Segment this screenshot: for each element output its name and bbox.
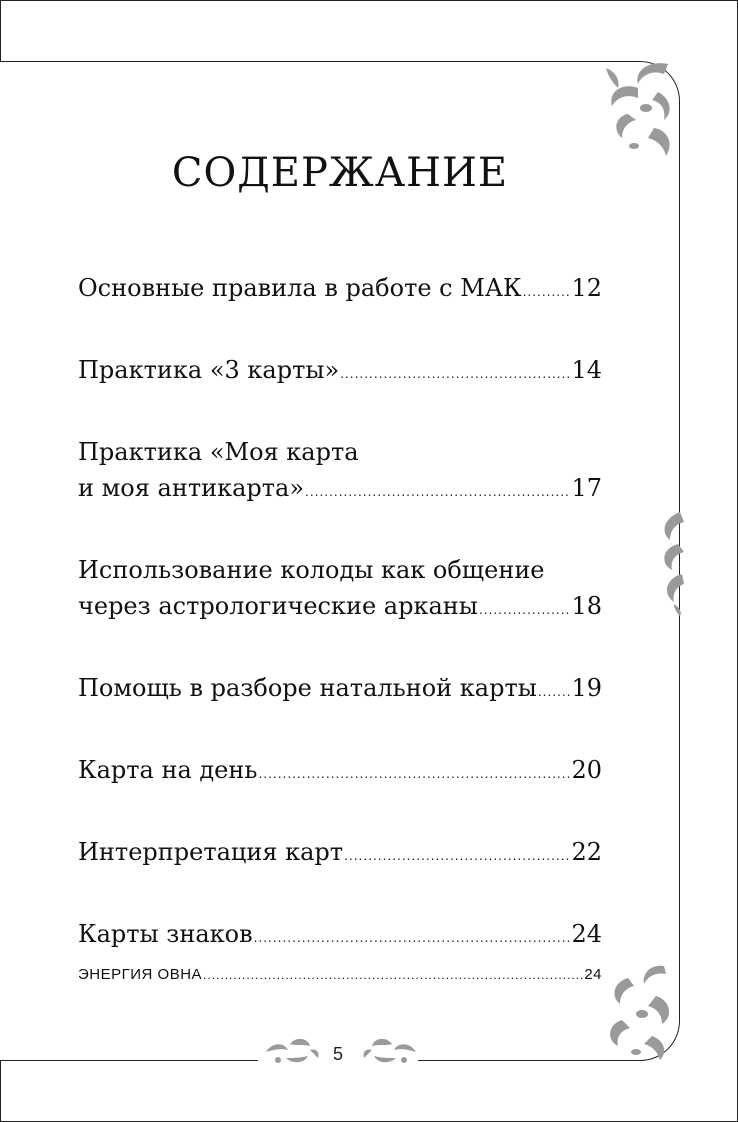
toc-line: [78, 670, 602, 710]
toc-dot-leader: [523, 274, 571, 310]
page-number: 5: [332, 1044, 343, 1064]
toc-line: [78, 588, 602, 628]
toc-page-number: 12: [571, 274, 602, 302]
toc-entry: [78, 670, 602, 710]
toc-entry: [78, 352, 602, 392]
toc-entry: [78, 964, 602, 986]
toc-dot-leader: [305, 474, 570, 510]
toc-page-number: 18: [571, 592, 602, 620]
toc-line: [78, 470, 602, 510]
toc-dot-leader: [254, 920, 571, 956]
toc-dot-leader: [479, 592, 571, 628]
toc-entry-text: Использование колоды как общение: [78, 556, 545, 584]
corner-floral-ornament-icon: [598, 58, 682, 162]
toc-dot-leader: [203, 964, 583, 986]
toc-page-number: 14: [571, 356, 602, 384]
toc-line: [78, 916, 602, 956]
toc-entry: [78, 916, 602, 956]
toc-line: [78, 270, 602, 310]
toc-entry-text: через астрологические арканы: [78, 592, 478, 620]
toc-page-number: 20: [571, 756, 602, 784]
footer-right-floral-ornament-icon: [360, 1034, 420, 1068]
toc-page-number: 24: [584, 966, 602, 983]
toc-dot-leader: [258, 756, 570, 792]
toc-line: [78, 352, 602, 392]
toc-page-number: 19: [571, 674, 602, 702]
footer-left-floral-ornament-icon: [262, 1034, 322, 1068]
side-floral-ornament-icon: [654, 508, 686, 616]
toc-entry-text: Интерпретация карт: [78, 838, 344, 866]
toc-entry-text: ЭНЕРГИЯ ОВНА: [78, 966, 203, 983]
toc-entry: [78, 270, 602, 310]
toc-dot-leader: [344, 838, 570, 874]
corner-floral-ornament-bottom-icon: [598, 960, 682, 1064]
page-title: СОДЕРЖАНИЕ: [171, 150, 509, 196]
toc-dot-leader: [340, 356, 570, 392]
toc-entry-text: Практика «3 карты»: [78, 356, 340, 384]
toc-line: [78, 834, 602, 874]
toc-entry: [78, 434, 602, 510]
toc-entry: [78, 752, 602, 792]
toc-entry-text: Карты знаков: [78, 920, 253, 948]
toc-entry-text: Помощь в разборе натальной карты: [78, 674, 537, 702]
toc-entry-text: и моя антикарта»: [78, 474, 305, 502]
toc-page-number: 22: [571, 838, 602, 866]
toc-entry: [78, 552, 602, 628]
toc-line: [78, 752, 602, 792]
toc-dot-leader: [538, 674, 571, 710]
toc-page-number: 24: [571, 920, 602, 948]
table-of-contents: [78, 270, 602, 1028]
toc-entry: [78, 834, 602, 874]
toc-page-number: 17: [571, 474, 602, 502]
toc-entry-text: Основные правила в работе с МАК: [78, 274, 522, 302]
toc-line: [78, 964, 602, 986]
toc-entry-text: Практика «Моя карта: [78, 438, 359, 466]
toc-entry-text: Карта на день: [78, 756, 258, 784]
